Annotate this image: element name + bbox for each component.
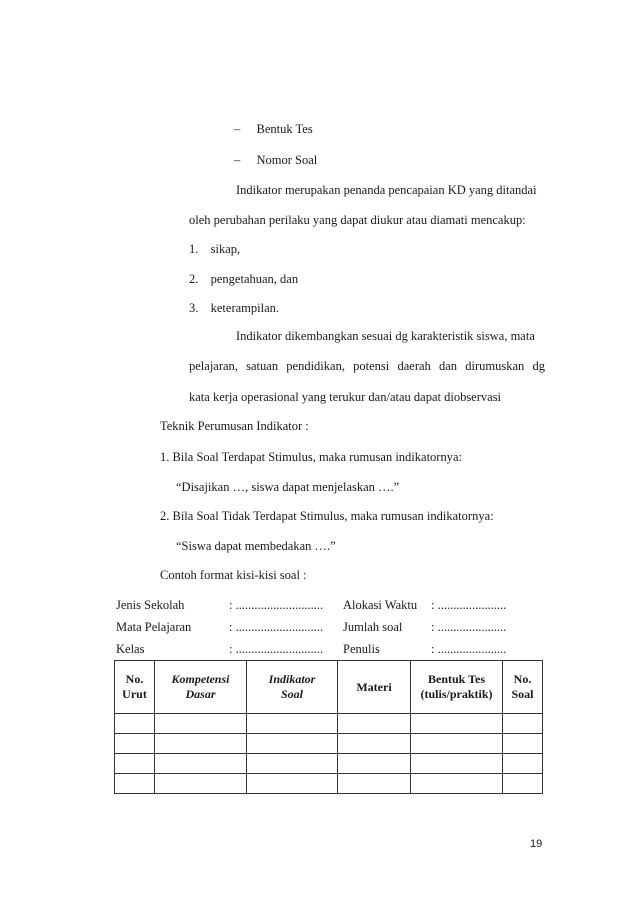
meta-value-mata-pelajaran: : ............................ [229,620,324,634]
header-kompetensi-dasar: Kompetensi Dasar [155,661,247,714]
header-no-soal: No. Soal [503,661,543,714]
header-indikator-soal: Indikator Soal [247,661,338,714]
header-bentuk-tes: Bentuk Tes (tulis/praktik) [411,661,503,714]
table-cell[interactable] [338,754,411,774]
table-cell[interactable] [503,734,543,754]
table-cell[interactable] [503,774,543,794]
table-cell[interactable] [338,714,411,734]
table-cell[interactable] [411,734,503,754]
num-marker: 2. [189,272,199,286]
para2-line2: pelajaran, satuan pendidikan, potensi daerah dan dirumuskan dg [189,359,545,373]
dash-marker: – [234,153,241,167]
para1-line1: Indikator merupakan penanda pencapaian KD yang ditandai [236,183,537,197]
table-cell[interactable] [115,734,155,754]
header-no-urut: No. Urut [115,661,155,714]
table-cell[interactable] [155,774,247,794]
meta-value-jenis-sekolah: : ............................ [229,598,324,612]
num-text: sikap, [210,242,241,256]
num-item-keterampilan [189,300,279,316]
meta-label-alokasi-waktu: Alokasi Waktu [343,598,418,612]
dash-marker: – [234,122,241,136]
teknik-heading: Teknik Perumusan Indikator : [160,419,309,433]
num-item-sikap [189,241,240,257]
table-row [115,774,543,794]
page-number: 19 [530,838,543,850]
teknik-quote1: “Disajikan …, siswa dapat menjelaskan ….” [176,480,400,494]
para2-line1: Indikator dikembangkan sesuai dg karakteristik siswa, mata [236,329,535,343]
meta-label-jumlah-soal: Jumlah soal [343,620,403,634]
kisi-kisi-table [114,660,543,794]
table-cell[interactable] [155,754,247,774]
header-materi: Materi [338,661,411,714]
teknik-item1: 1. Bila Soal Terdapat Stimulus, maka rumusan indikatornya: [160,450,462,464]
meta-value-penulis: : ...................... [431,642,507,656]
table-cell[interactable] [247,774,338,794]
table-cell[interactable] [411,754,503,774]
teknik-quote2: “Siswa dapat membedakan ….” [176,539,336,553]
dash-item-nomor-soal [234,152,317,168]
num-marker: 1. [189,242,199,256]
teknik-item2: 2. Bila Soal Tidak Terdapat Stimulus, maka rumusan indikatornya: [160,509,494,523]
para1-line2: oleh perubahan perilaku yang dapat diukur atau diamati mencakup: [189,213,526,227]
table-header-row [115,661,543,714]
table-row [115,714,543,734]
table-cell[interactable] [115,774,155,794]
table-cell[interactable] [503,714,543,734]
table-cell[interactable] [115,754,155,774]
table-cell[interactable] [503,754,543,774]
para2-line3: kata kerja operasional yang terukur dan/atau dapat diobservasi [189,390,502,404]
table-cell[interactable] [247,734,338,754]
table-cell[interactable] [247,754,338,774]
table-cell[interactable] [338,734,411,754]
table-cell[interactable] [247,714,338,734]
dash-text: Bentuk Tes [256,122,313,136]
meta-value-kelas: : ............................ [229,642,324,656]
meta-value-alokasi-waktu: : ...................... [431,598,507,612]
table-cell[interactable] [115,714,155,734]
meta-label-mata-pelajaran: Mata Pelajaran [116,620,192,634]
meta-value-jumlah-soal: : ...................... [431,620,507,634]
num-text: pengetahuan, dan [210,272,299,286]
meta-label-kelas: Kelas [116,642,145,656]
table-cell[interactable] [411,774,503,794]
contoh-heading: Contoh format kisi-kisi soal : [160,568,307,582]
table-cell[interactable] [155,714,247,734]
dash-text: Nomor Soal [256,153,318,167]
table-cell[interactable] [155,734,247,754]
num-text: keterampilan. [210,301,279,315]
num-item-pengetahuan [189,271,298,287]
meta-label-jenis-sekolah: Jenis Sekolah [116,598,185,612]
table-cell[interactable] [411,714,503,734]
table-cell[interactable] [338,774,411,794]
dash-item-bentuk-tes [234,121,313,137]
num-marker: 3. [189,301,199,315]
meta-label-penulis: Penulis [343,642,380,656]
table-row [115,754,543,774]
table-row [115,734,543,754]
